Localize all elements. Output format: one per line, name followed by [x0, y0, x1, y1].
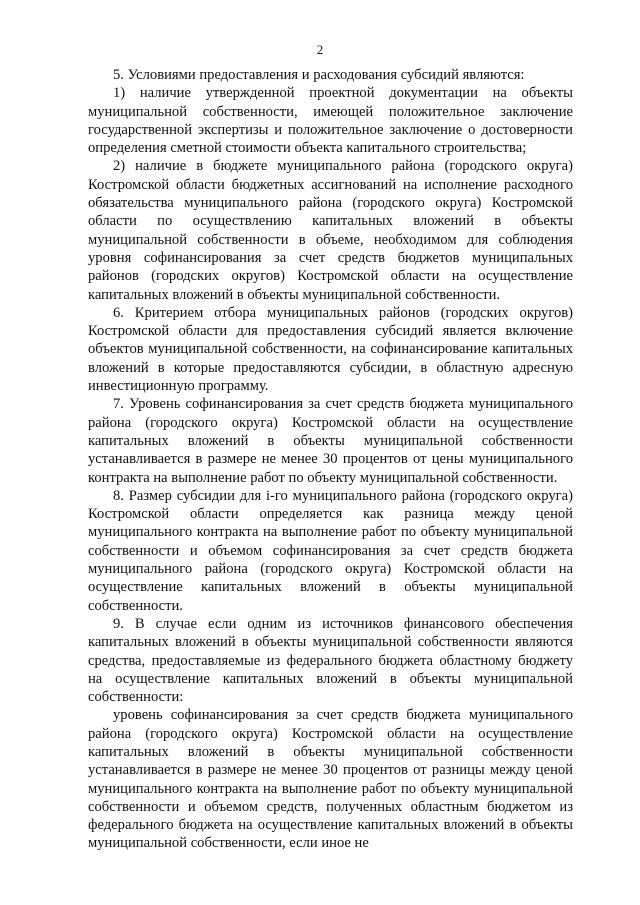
paragraph-selection-criterion: 6. Критерием отбора муниципальных районов (городских округов) Костромской области для предоставления субсидий является включение объектов муниципальной собственности, на софинансирование капитальных вложений в которые предоставляются субсидии, в областную адресную инвестиционную программу. — [88, 304, 573, 395]
page-number: 2 — [316, 42, 324, 57]
paragraph-condition-2: 2) наличие в бюджете муниципального района (городского округа) Костромской области бюджетных ассигнований на исполнение расходного обязательства муниципального района (городского округа) Костромской области по осуществлению капитальных вложений в объекты муниципальной собственности в объеме, необходимом для соблюдения уровня софинансирования за счет средств бюджетов муниципальных районов (городских округов) Костромской области на осуществление капитальных вложений в объекты муниципальной собственности. — [88, 158, 573, 303]
paragraph-condition-1: 1) наличие утвержденной проектной документации на объекты муниципальной собственности, имеющей положительное заключение государственной экспертизы и положительное заключение о достоверности определения сметной стоимости объекта капитального строительства; — [88, 85, 573, 157]
paragraph-cofinancing-level: 7. Уровень софинансирования за счет средств бюджета муниципального района (городского округа) Костромской области на осуществление капитальных вложений в объекты муниципальной собственности устанавливается в размере не менее 30 процентов от цены муниципального контракта на выполнение работ по объекту муниципальной собственности. — [88, 396, 573, 486]
paragraph-conditions-heading: 5. Условиями предоставления и расходования субсидий являются: — [113, 67, 525, 83]
paragraph-subsidy-size: 8. Размер субсидии для i-го муниципального района (городского округа) Костромской области определяется как разница между ценой муниципального контракта на выполнение работ по объекту муниципальной собственности и объемом софинансирования за счет средств бюджета муниципального района (городского округа) Костромской области на осуществление капитальных вложений в объекты муниципальной собственности. — [88, 487, 573, 614]
paragraph-federal-funds-case: 9. В случае если одним из источников финансового обеспечения капитальных вложений в объекты муниципальной собственности являются средства, предоставляемые из федерального бюджета областному бюджету на осуществление капитальных вложений в объекты муниципальной собственности: — [88, 615, 573, 706]
paragraph-cofinancing-federal: уровень софинансирования за счет средств бюджета муниципального района (городского округа) Костромской области на осуществление капитальных вложений в объекты муниципальной собственности устанавливается в размере не менее 30 процентов от разницы между ценой муниципального контракта на выполнение работ по объекту муниципальной собственности и объемом средств, полученных областным бюджетом из федерального бюджета на осуществление капитальных вложений в объекты муниципальной собственности, если иное не — [88, 707, 573, 852]
document-body — [88, 66, 573, 853]
